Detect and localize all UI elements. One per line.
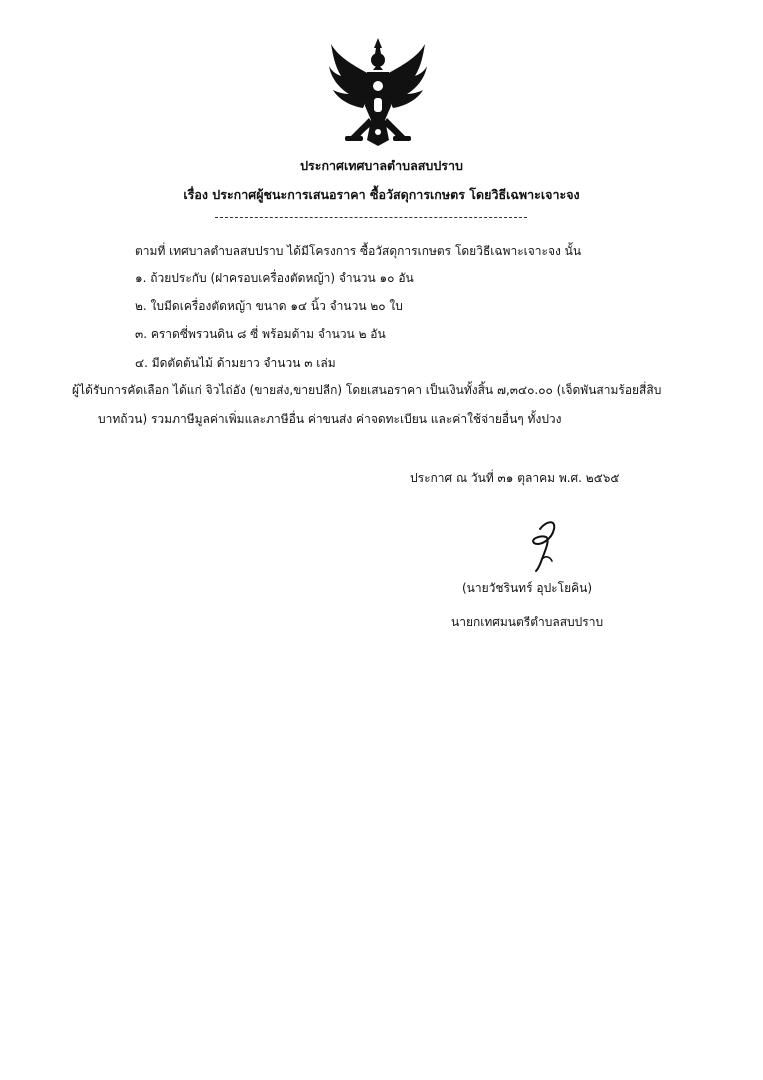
list-item: ๒. ใบมีดเครื่องตัดหญ้า ขนาด ๑๔ นิ้ว จำนวน ๒๐ ใบ <box>135 299 403 313</box>
list-item: ๑. ถ้วยประกับ (ฝาครอบเครื่องตัดหญ้า) จำนวน ๑๐ อัน <box>135 271 414 285</box>
announcement-subject: เรื่อง ประกาศผู้ชนะการเสนอราคา ซื้อวัสดุการเกษตร โดยวิธีเฉพาะเจาะจง <box>183 187 580 202</box>
announcement-title: ประกาศเทศบาลตำบลสบปราบ <box>300 158 463 173</box>
winner-statement-line-1: ผู้ได้รับการคัดเลือก ได้แก่ จิวไถ่อัง (ขายส่ง,ขายปลีก) โดยเสนอราคา เป็นเงินทั้งสิ้น ๗,๓๔๐.๐๐ (เจ็ดพันสามร้อยสี่สิบ <box>72 383 662 397</box>
signer-name: (นายวัชรินทร์ อุปะโยคิน) <box>462 581 593 595</box>
list-item: ๓. คราดซี่พรวนดิน ๘ ซี่ พร้อมด้าม จำนวน ๒ อัน <box>135 327 386 341</box>
list-item: ๔. มีดตัดต้นไม้ ด้ามยาว จำนวน ๓ เล่ม <box>135 356 336 370</box>
announcement-date: ประกาศ ณ วันที่ ๓๑ ตุลาคม พ.ศ. ๒๕๖๕ <box>410 471 620 485</box>
winner-statement-line-2: บาทถ้วน) รวมภาษีมูลค่าเพิ่มและภาษีอื่น ค่าขนส่ง ค่าจดทะเบียน และค่าใช้จ่ายอื่นๆ ทั้งปวง <box>98 412 562 426</box>
title-divider <box>215 217 527 218</box>
handwritten-signature <box>520 515 570 573</box>
intro-paragraph: ตามที่ เทศบาลตำบลสบปราบ ได้มีโครงการ ซื้อวัสดุการเกษตร โดยวิธีเฉพาะเจาะจง นั้น <box>135 244 582 258</box>
signer-position: นายกเทศมนตรีตำบลสบปราบ <box>451 615 604 629</box>
garuda-emblem-icon <box>325 36 431 148</box>
